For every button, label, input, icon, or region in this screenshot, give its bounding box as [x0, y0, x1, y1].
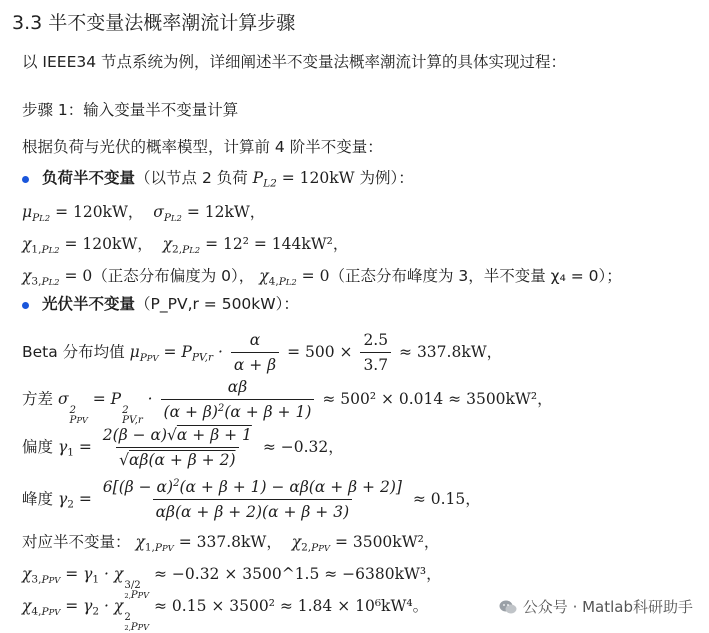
pv-kurtosis: 峰度 $\gamma_2$ = $\frac{6[(\beta - \alpha)^2(\alpha + \beta + 1) - \alpha\beta(\alpha + \beta + 2)]}{\alpha\beta(\alpha + \beta + 2)(\alpha + \beta + 3)}$ ≈ 0.15，	[22, 478, 481, 522]
variance-label: 方差	[22, 390, 54, 409]
load-title: 负荷半不变量	[42, 169, 136, 187]
load-note-prefix: （以节点 2 负荷	[135, 169, 253, 187]
beta-label: Beta 分布均值	[22, 343, 125, 362]
beta-tail: = 500 ×	[287, 343, 353, 362]
load-chi1-value: = 120kW，	[64, 235, 153, 253]
pv-beta-mean: Beta 分布均值 $\mu_{PPV} = P_{PV,r}$ · $\frac{\alpha}{\alpha + \beta}$ = 500 × $\frac{2.5}{3.7}$ ≈ 337.8kW，	[22, 331, 503, 375]
load-chi12: $\chi_{1,PL2} = 120kW$， $\chi_{2,PL2} = 12^2 = 144kW^2$，	[22, 235, 349, 256]
load-note-p: P	[252, 169, 264, 187]
load-mu-value: = 120kW，	[55, 203, 144, 221]
load-sigma-value: = 12kW，	[186, 203, 266, 221]
watermark-text: 公众号 · Matlab科研助手	[522, 598, 693, 616]
pv-bullet	[22, 302, 29, 309]
variance-fraction: $\frac{\alpha\beta}{(\alpha + \beta)^2(\alpha + \beta + 1)}$	[161, 377, 315, 422]
load-note-eq: = 120kW	[276, 169, 355, 187]
variance-tail: ≈ 500² × 0.014 ≈ 3500kW²，	[322, 390, 553, 409]
load-chi4-value: = 0	[301, 267, 330, 285]
kurt-tail: ≈ 0.15，	[412, 490, 481, 509]
cumulant-label: 对应半不变量：	[22, 533, 131, 551]
beta-result: ≈ 337.8kW，	[399, 343, 503, 362]
pv-chi2-value: = 3500kW²，	[334, 533, 440, 551]
pv-chi3-tail: ≈ −0.32 × 3500^1.5 ≈ −6380kW³，	[154, 565, 442, 583]
intro-text: 以 IEEE34 节点系统为例，详细阐述半不变量法概率潮流计算的具体实现过程：	[22, 53, 567, 71]
wechat-icon	[499, 599, 517, 615]
kurt-label: 峰度	[22, 490, 54, 509]
load-note-suffix: 为例）：	[354, 169, 414, 187]
load-chi34: $\chi_{3,PL2} = 0$（正态分布偏度为 0）， $\chi_{4,PL2} = 0$（正态分布峰度为 3，半不变量 χ₄ = 0）；	[22, 267, 622, 288]
skew-tail: ≈ −0.32，	[262, 438, 344, 457]
pv-skewness: 偏度 $\gamma_1$ = $\frac{2(\beta - \alpha)√\alpha + \beta + 1}{√\alpha\beta(\alpha + \beta + 2)}$ ≈ −0.32，	[22, 426, 344, 470]
section-heading: 3.3 半不变量法概率潮流计算步骤	[12, 12, 296, 34]
load-bullet	[22, 176, 29, 183]
description-text: 根据负荷与光伏的概率模型，计算前 4 阶半不变量：	[22, 138, 383, 156]
pv-cumulants-12: 对应半不变量： $\chi_{1,PPV} = 337.8kW$， $\chi_{2,PPV} = 3500kW^2$，	[22, 533, 440, 554]
load-chi3-note: （正态分布偏度为 0），	[92, 267, 255, 285]
pv-variance: 方差 σ 2 PPV = P 2 PV,r · $\frac{\alpha\beta}{(\alpha + \beta)^2(\alpha + \beta + 1)}$ ≈ 500² × 0.014 ≈ 3500kW²，	[22, 378, 553, 426]
load-chi2-value: = 12² = 144kW²，	[205, 235, 349, 253]
skew-label: 偏度	[22, 438, 54, 457]
alpha-fraction: $\frac{\alpha}{\alpha + \beta}$	[231, 330, 279, 375]
pv-chi4-tail: ≈ 0.15 × 3500² ≈ 1.84 × 10⁶kW⁴。	[154, 597, 429, 615]
load-chi4-note: （正态分布峰度为 3，半不变量 χ₄ = 0）；	[329, 267, 622, 285]
pv-title: 光伏半不变量	[42, 295, 136, 313]
watermark	[499, 596, 693, 617]
pv-title-line	[42, 294, 299, 314]
load-chi3-value: = 0	[64, 267, 93, 285]
ratio-fraction: $\frac{2.5}{3.7}$	[360, 330, 391, 375]
pv-cumulant-3: $\chi_{3,PPV} = \gamma_1 \cdot \chi$ 3/2 2,PPV ≈ −0.32 × 3500^1.5 ≈ −6380kW³，	[22, 565, 442, 601]
step-1-title: 步骤 1：输入变量半不变量计算	[22, 101, 239, 119]
pv-expr: （P_PV,r = 500kW）：	[135, 295, 299, 313]
load-mu-sigma: $\mu_{PL2} = 120kW$， $\sigma_{PL2} = 12kW$，	[22, 203, 266, 224]
load-title-line	[42, 168, 414, 191]
pv-cumulant-4: $\chi_{4,PPV} = \gamma_2 \cdot \chi$ 2 2,PPV ≈ 0.15 × 3500² ≈ 1.84 × 10⁶kW⁴。	[22, 597, 429, 633]
skew-fraction: $\frac{2(\beta - \alpha)√\alpha + \beta + 1}{√\alpha\beta(\alpha + \beta + 2)}$	[102, 426, 252, 470]
pv-chi1-value: = 337.8kW，	[178, 533, 282, 551]
kurt-fraction: $\frac{6[(\beta - \alpha)^2(\alpha + \beta + 1) - \alpha\beta(\alpha + \beta + 2)]}{\alpha\beta(\alpha + \beta + 2)(\alpha + \beta + 3)}$	[102, 478, 402, 522]
load-note-sub: L2	[263, 177, 277, 190]
